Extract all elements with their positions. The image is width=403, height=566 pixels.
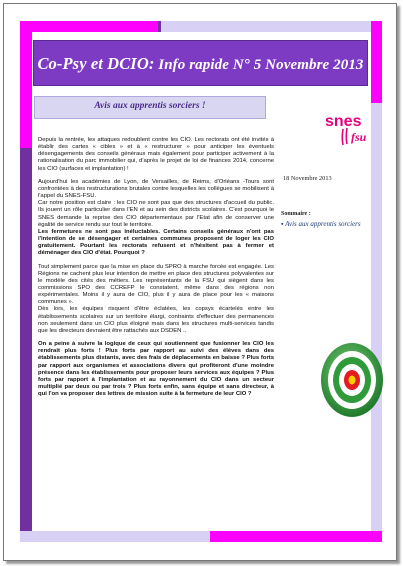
target-image: [318, 338, 384, 420]
title-rest: Info rapide N° 5 Novembre 2013: [154, 57, 364, 73]
frame-left-top: [20, 21, 32, 148]
frame-right-top: [371, 21, 382, 103]
snes-fsu-logo: [321, 108, 377, 148]
table-of-contents: [281, 211, 361, 229]
frame-bottom-right: [210, 531, 382, 542]
article-heading-box: [34, 96, 266, 119]
logo-fsu-text: fsu: [351, 130, 367, 144]
frame-bottom-left: [20, 531, 210, 542]
toc-heading: Sommaire :: [281, 211, 311, 217]
title-main: Co-Psy et DCIO:: [37, 54, 155, 73]
paragraph: Car notre position est claire : les CIO ne sont pas que des structures d'accueil du public. Ils jouent un rôle particulier dans l'EN et au sein des districts scolaires. C'est pourquoi le SNES demande la reprise des CIO départementaux par l'Etat afin de conserver une égalité de service rendu sur tout le territoire.: [38, 200, 274, 228]
article-heading: Avis aux apprentis sorciers !: [94, 101, 206, 111]
frame-top-left: [30, 21, 158, 32]
paragraph: Aujourd'hui les académies de Lyon, de Versailles, de Reims, d'Orléans -Tours sont confrontées à des restructurations brutales contre lesquelles les collègues se mobilisent à l'appel du SNES-FSU.: [38, 178, 274, 200]
frame-left-bottom: [20, 148, 32, 542]
paragraph: Depuis la rentrée, les attaques redoublent contre les CIO. Les rectorats ont été invités à établir des cartes « cibles » et à « restructurer » pour anticiper les éventuels désengagements des conseils généraux mais également pour participer activement à la rationalisation du parc immobilier qui, d'après le projet de loi de finances 2014, concerne les CIO (surfaces et implantation) !: [38, 137, 274, 172]
article-body: [38, 137, 274, 398]
frame-right-bottom: [371, 103, 382, 537]
issue-date: 18 Novembre 2013: [283, 175, 332, 182]
paragraph-bold: On a peine à suivre la logique de ceux qui soutiennent que fusionner les CIO les rendrait plus forts ! Plus forts par rapport au suivi des élèves dans des établissements plus distants, avec des frais de déplacements en baisse ? Plus forts par rapport aux organismes et associations divers qui profiteront d'une moindre présence dans les établissements pour proposer leurs services aux équipes ? Plus forts par rapport à l'implantation et au rayonnement du CIO dans un secteur multiplié par deux ou par trois ? Plus forts enfin, sans équipe et sans directeur, à qui l'on va proposer des lettres de mission suite à la fermeture de leur CIO ?: [38, 341, 274, 398]
newsletter-title: [34, 54, 367, 74]
frame-top-right: [161, 21, 382, 32]
paragraph: Dès lors, les équipes risquent d'être éclatées, les copsys écartelés entre les établissements scolaires sur un territoire élargi, contraints d'effectuer des permanences non seulement dans un CIO plus éloigné mais dans les structures multi-services tandis que les directeurs devraient être rattachés aux DSDEN ..: [38, 306, 274, 334]
paragraph: Tout simplement parce que la mise en place du SPRO à marche forcée est engagée. Les Régions ne cachent plus leur intention de mettre en place des structures polyvalentes sur le modèle des cités des métiers. Les représentants de la FSU qui siègent dans les commissions SPO des CCREFP le constatent, même dans des régions non expérimentales. Moins il y aura de CIO, plus il y aura de place pour les « maisons communes ».: [38, 263, 274, 306]
target-bullseye: [349, 376, 356, 385]
toc-item: ▪ Avis aux apprentis sorciers: [281, 220, 361, 228]
logo-snes-text: snes: [325, 113, 362, 130]
toc-item-label: Avis aux apprentis sorciers: [285, 220, 361, 228]
newsletter-header: [33, 40, 368, 86]
paragraph-bold: Les fermetures ne sont pas inéluctables. Certains conseils généraux n'ont pas l'intention de se désengager et certaines communes proposent de loger les CIO gratuitement. Pourtant les rectorats refusent et n'hésitent pas à fermer et déménager des CIO d'état. Pourquoi ?: [38, 228, 274, 257]
